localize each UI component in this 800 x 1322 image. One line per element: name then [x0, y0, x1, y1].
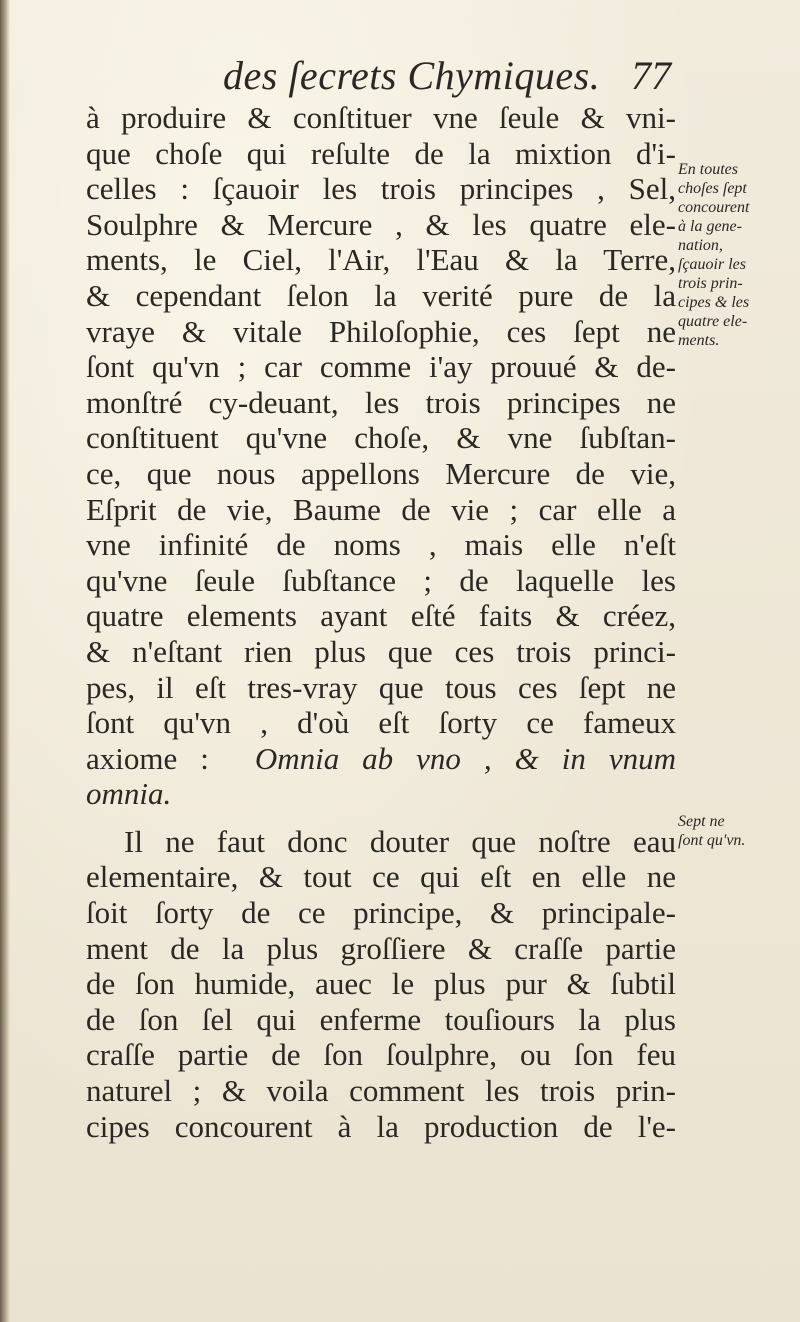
- running-title: des ſecrets Chymiques.: [223, 53, 601, 98]
- axiom-line: [86, 741, 676, 777]
- margin-note-line: En toutes: [678, 161, 738, 178]
- text-line: ce, que nous appellons Mercure de vie,: [86, 455, 676, 491]
- text-line: ſont qu'vn ; car comme i'ay prouué & de-: [86, 349, 676, 385]
- margin-note-line: ſont qu'vn.: [678, 832, 746, 849]
- text-line: vraye & vitale Philoſophie, ces ſept ne: [86, 313, 676, 349]
- text-line: de ſon humide, auec le plus pur & ſubtil: [86, 966, 676, 1002]
- text-line: craſſe partie de ſon ſoulphre, ou ſon feu: [86, 1037, 676, 1073]
- text-line: quatre elements ayant eſté faits & créez,: [86, 598, 676, 634]
- margin-note-seven-are-one: [678, 812, 798, 850]
- text-line: que choſe qui reſulte de la mixtion d'i-: [86, 135, 676, 171]
- text-line: Il ne faut donc douter que noſtre eau: [124, 823, 676, 859]
- text-line: ſont qu'vn , d'où eſt ſorty ce fameux: [86, 705, 676, 741]
- text-line: elementaire, & tout ce qui eſt en elle ne: [86, 859, 676, 895]
- text-line: & n'eſtant rien plus que ces trois princi-: [86, 633, 676, 669]
- body-text: [86, 100, 676, 1144]
- page-number: 77: [631, 53, 671, 98]
- text-line: naturel ; & voila comment les trois prin-: [86, 1073, 676, 1109]
- text-line: monſtré cy-deuant, les trois principes ne: [86, 384, 676, 420]
- text-line: à produire & conſtituer vne ſeule & vni-: [86, 100, 676, 135]
- margin-note-line: trois prin-: [678, 275, 743, 292]
- text-line: qu'vne ſeule ſubſtance ; de laquelle les: [86, 562, 676, 598]
- margin-note-seven-concur: [678, 160, 798, 350]
- margin-note-line: concourent: [678, 199, 750, 216]
- axiom-prefix: axiome :: [86, 740, 209, 776]
- text-line: ment de la plus groſſiere & craſſe partie: [86, 930, 676, 966]
- text-line: Soulphre & Mercure , & les quatre ele-: [86, 206, 676, 242]
- margin-note-line: ments.: [678, 332, 720, 349]
- text-line: cipes concourent à la production de l'e-: [86, 1108, 676, 1144]
- axiom-latin: Omnia ab vno , & in vnum: [254, 740, 676, 776]
- page-gutter-edge: [0, 0, 10, 1322]
- margin-note-line: Sept ne: [678, 813, 725, 830]
- margin-note-line: quatre ele-: [678, 313, 748, 330]
- margin-note-line: à la gene-: [678, 218, 742, 235]
- text-line: & cependant ſelon la verité pure de la: [86, 277, 676, 313]
- text-line: vne infinité de noms , mais elle n'eſt: [86, 527, 676, 563]
- margin-note-line: cipes & les: [678, 294, 750, 311]
- margin-note-line: ſçauoir les: [678, 256, 746, 273]
- running-head: [205, 52, 675, 96]
- margin-note-line: nation,: [678, 237, 723, 254]
- text-line: de ſon ſel qui enferme touſiours la plus: [86, 1001, 676, 1037]
- text-line: ments, le Ciel, l'Air, l'Eau & la Terre,: [86, 242, 676, 278]
- margin-note-line: choſes ſept: [678, 180, 747, 197]
- text-line: celles : ſçauoir les trois principes , Sel,: [86, 171, 676, 207]
- axiom-end: omnia.: [86, 776, 172, 812]
- text-line: ſoit ſorty de ce principe, & principale-: [86, 895, 676, 931]
- text-line: conſtituent qu'vne choſe, & vne ſubſtan-: [86, 420, 676, 456]
- text-line: pes, il eſt tres-vray que tous ces ſept ne: [86, 669, 676, 705]
- text-line: Eſprit de vie, Baume de vie ; car elle a: [86, 491, 676, 527]
